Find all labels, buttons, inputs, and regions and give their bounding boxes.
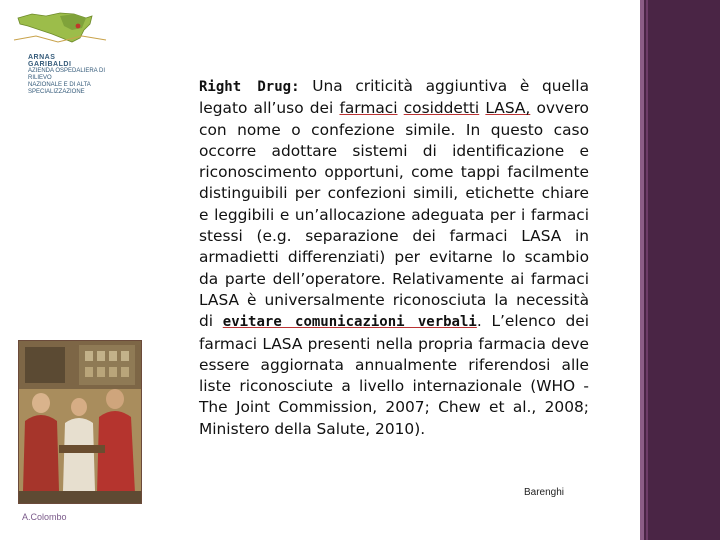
logo-name: ARNAS (28, 54, 56, 61)
emphasis-verbal-communications: evitare comunicazioni verbali (222, 314, 477, 331)
pharmacy-painting-illustration (19, 341, 141, 503)
band-stripe (640, 0, 644, 540)
text-part-1: Una criticità aggiuntiva è quella legato all’uso dei (199, 77, 590, 118)
right-decorative-band (640, 0, 720, 540)
band-stripe-inner (646, 0, 648, 540)
author-footer: A.Colombo (22, 512, 67, 522)
text-part-3: . L’elenco dei farmaci LASA presenti nella propria farmacia deve essere aggiornata annualmente riferendosi alle liste riconosciute a livello internazionale (WHO - The Joint Commission, 2007; Chew et al., 2008; Ministero della Salute, 2010). (199, 312, 589, 438)
sicily-map-icon (12, 8, 110, 48)
hyperlink-lasa[interactable]: LASA, (485, 99, 531, 118)
image-credit: Barenghi (524, 487, 565, 498)
body-paragraph (199, 76, 589, 440)
logo-subtitle-2: NAZIONALE E DI ALTA SPECIALIZZAZIONE (28, 82, 91, 95)
logo-name-2: GARIBALDI (28, 61, 72, 68)
right-drug-term: Right Drug: (199, 79, 300, 95)
renaissance-painting-image (18, 340, 142, 504)
logo-subtitle-1: AZIENDA OSPEDALIERA DI RILIEVO (28, 68, 106, 81)
text-part-2: ovvero con nome o confezione simile. In questo caso occorre adottare sistemi di identificazione e riconoscimento opportuni, come tappi facilmente distinguibili per confezioni simili, etichette chiare e leggibili e un’allocazione adeguata per i farmaci stessi (e.g. separazione dei farmaci LASA in armadietti differenziati) per evitarne lo scambio da parte dell’operatore. Relativamente ai farmaci LASA è universalmente riconosciuta la necessità di (199, 99, 589, 331)
hospital-logo (12, 8, 110, 95)
hyperlink-farmaci[interactable]: farmaci (339, 99, 398, 118)
logo-text (28, 54, 110, 96)
hyperlink-cosiddetti[interactable]: cosiddetti (403, 99, 480, 118)
